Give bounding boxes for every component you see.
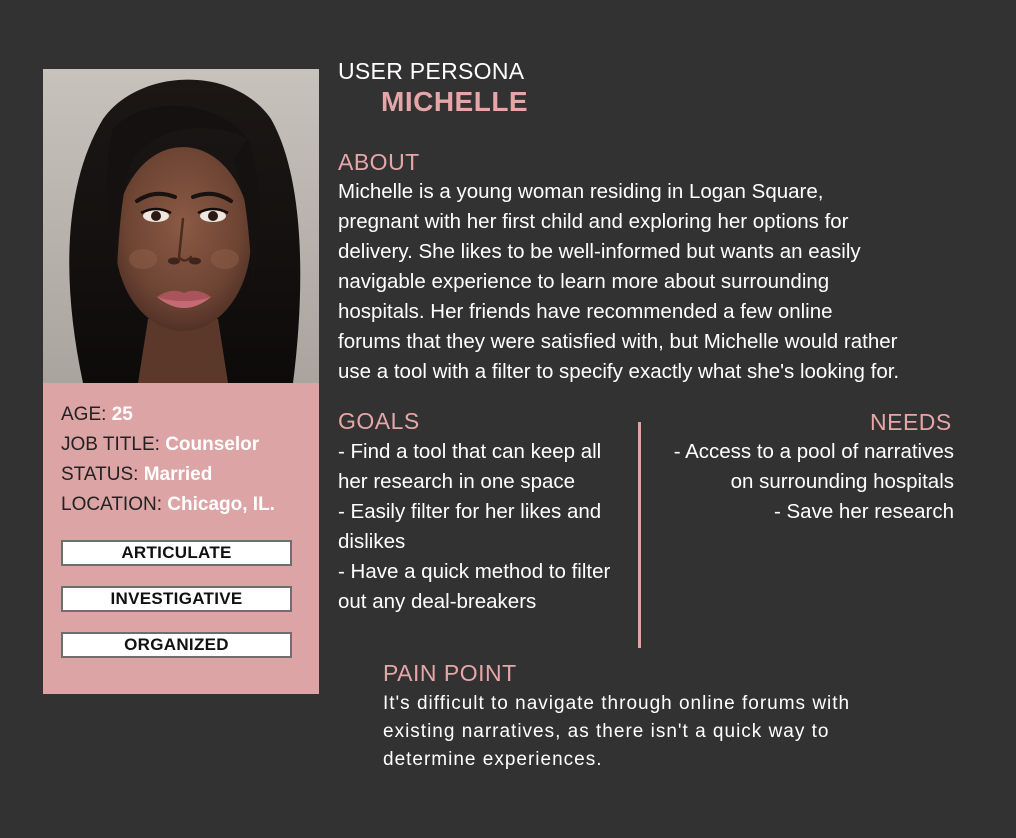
age-row [61, 403, 133, 427]
about-line: delivery. She likes to be well-informed but wants an easily [338, 240, 861, 263]
needs-heading: NEEDS [870, 409, 952, 435]
persona-photo [43, 69, 319, 383]
location-row [61, 493, 275, 517]
pain-point-heading: PAIN POINT [383, 660, 517, 686]
need-line: - Access to a pool of narratives [673, 440, 954, 463]
location-label: LOCATION: [61, 494, 162, 515]
status-row [61, 463, 212, 487]
about-text [338, 177, 958, 387]
about-line: pregnant with her first child and exploring her options for [338, 210, 849, 233]
trait-investigative: INVESTIGATIVE [61, 586, 292, 612]
trait-organized: ORGANIZED [61, 632, 292, 658]
goals-heading: GOALS [338, 408, 420, 434]
goal-line: out any deal-breakers [338, 590, 537, 613]
portrait-icon [43, 69, 319, 383]
goals-needs-divider [638, 422, 641, 648]
job-title-label: JOB TITLE: [61, 434, 160, 455]
pain-point-line: determine experiences. [383, 749, 603, 770]
status-value: Married [143, 464, 213, 485]
persona-name: MICHELLE [381, 86, 529, 117]
status-label: STATUS: [61, 464, 139, 485]
pain-point-text [383, 690, 850, 774]
age-label: AGE: [61, 404, 107, 425]
persona-info-card [43, 383, 319, 694]
about-line: Michelle is a young woman residing in Logan Square, [338, 180, 824, 203]
about-line: navigable experience to learn more about surrounding [338, 270, 830, 293]
about-line: use a tool with a filter to specify exactly what she's looking for. [338, 360, 900, 383]
goal-line: dislikes [338, 530, 406, 553]
user-persona-label: USER PERSONA [338, 58, 525, 84]
about-heading: ABOUT [338, 149, 420, 175]
need-line: on surrounding hospitals [730, 470, 954, 493]
need-line: - Save her research [773, 500, 954, 523]
goal-line: - Have a quick method to filter [338, 560, 611, 583]
goal-line: - Find a tool that can keep all [338, 440, 602, 463]
about-line: hospitals. Her friends have recommended a few online [338, 300, 833, 323]
job-title-value: Counselor [165, 434, 260, 455]
needs-list [674, 437, 954, 527]
goals-list [338, 437, 610, 617]
job-title-row [61, 433, 259, 457]
about-line: forums that they were satisfied with, but Michelle would rather [338, 330, 898, 353]
pain-point-line: It's difficult to navigate through online forums with [383, 693, 851, 714]
goal-line: - Easily filter for her likes and [338, 500, 602, 523]
trait-articulate: ARTICULATE [61, 540, 292, 566]
location-value: Chicago, IL. [167, 494, 275, 515]
pain-point-line: existing narratives, as there isn't a quick way to [383, 721, 830, 742]
age-value: 25 [111, 404, 133, 425]
goal-line: her research in one space [338, 470, 576, 493]
